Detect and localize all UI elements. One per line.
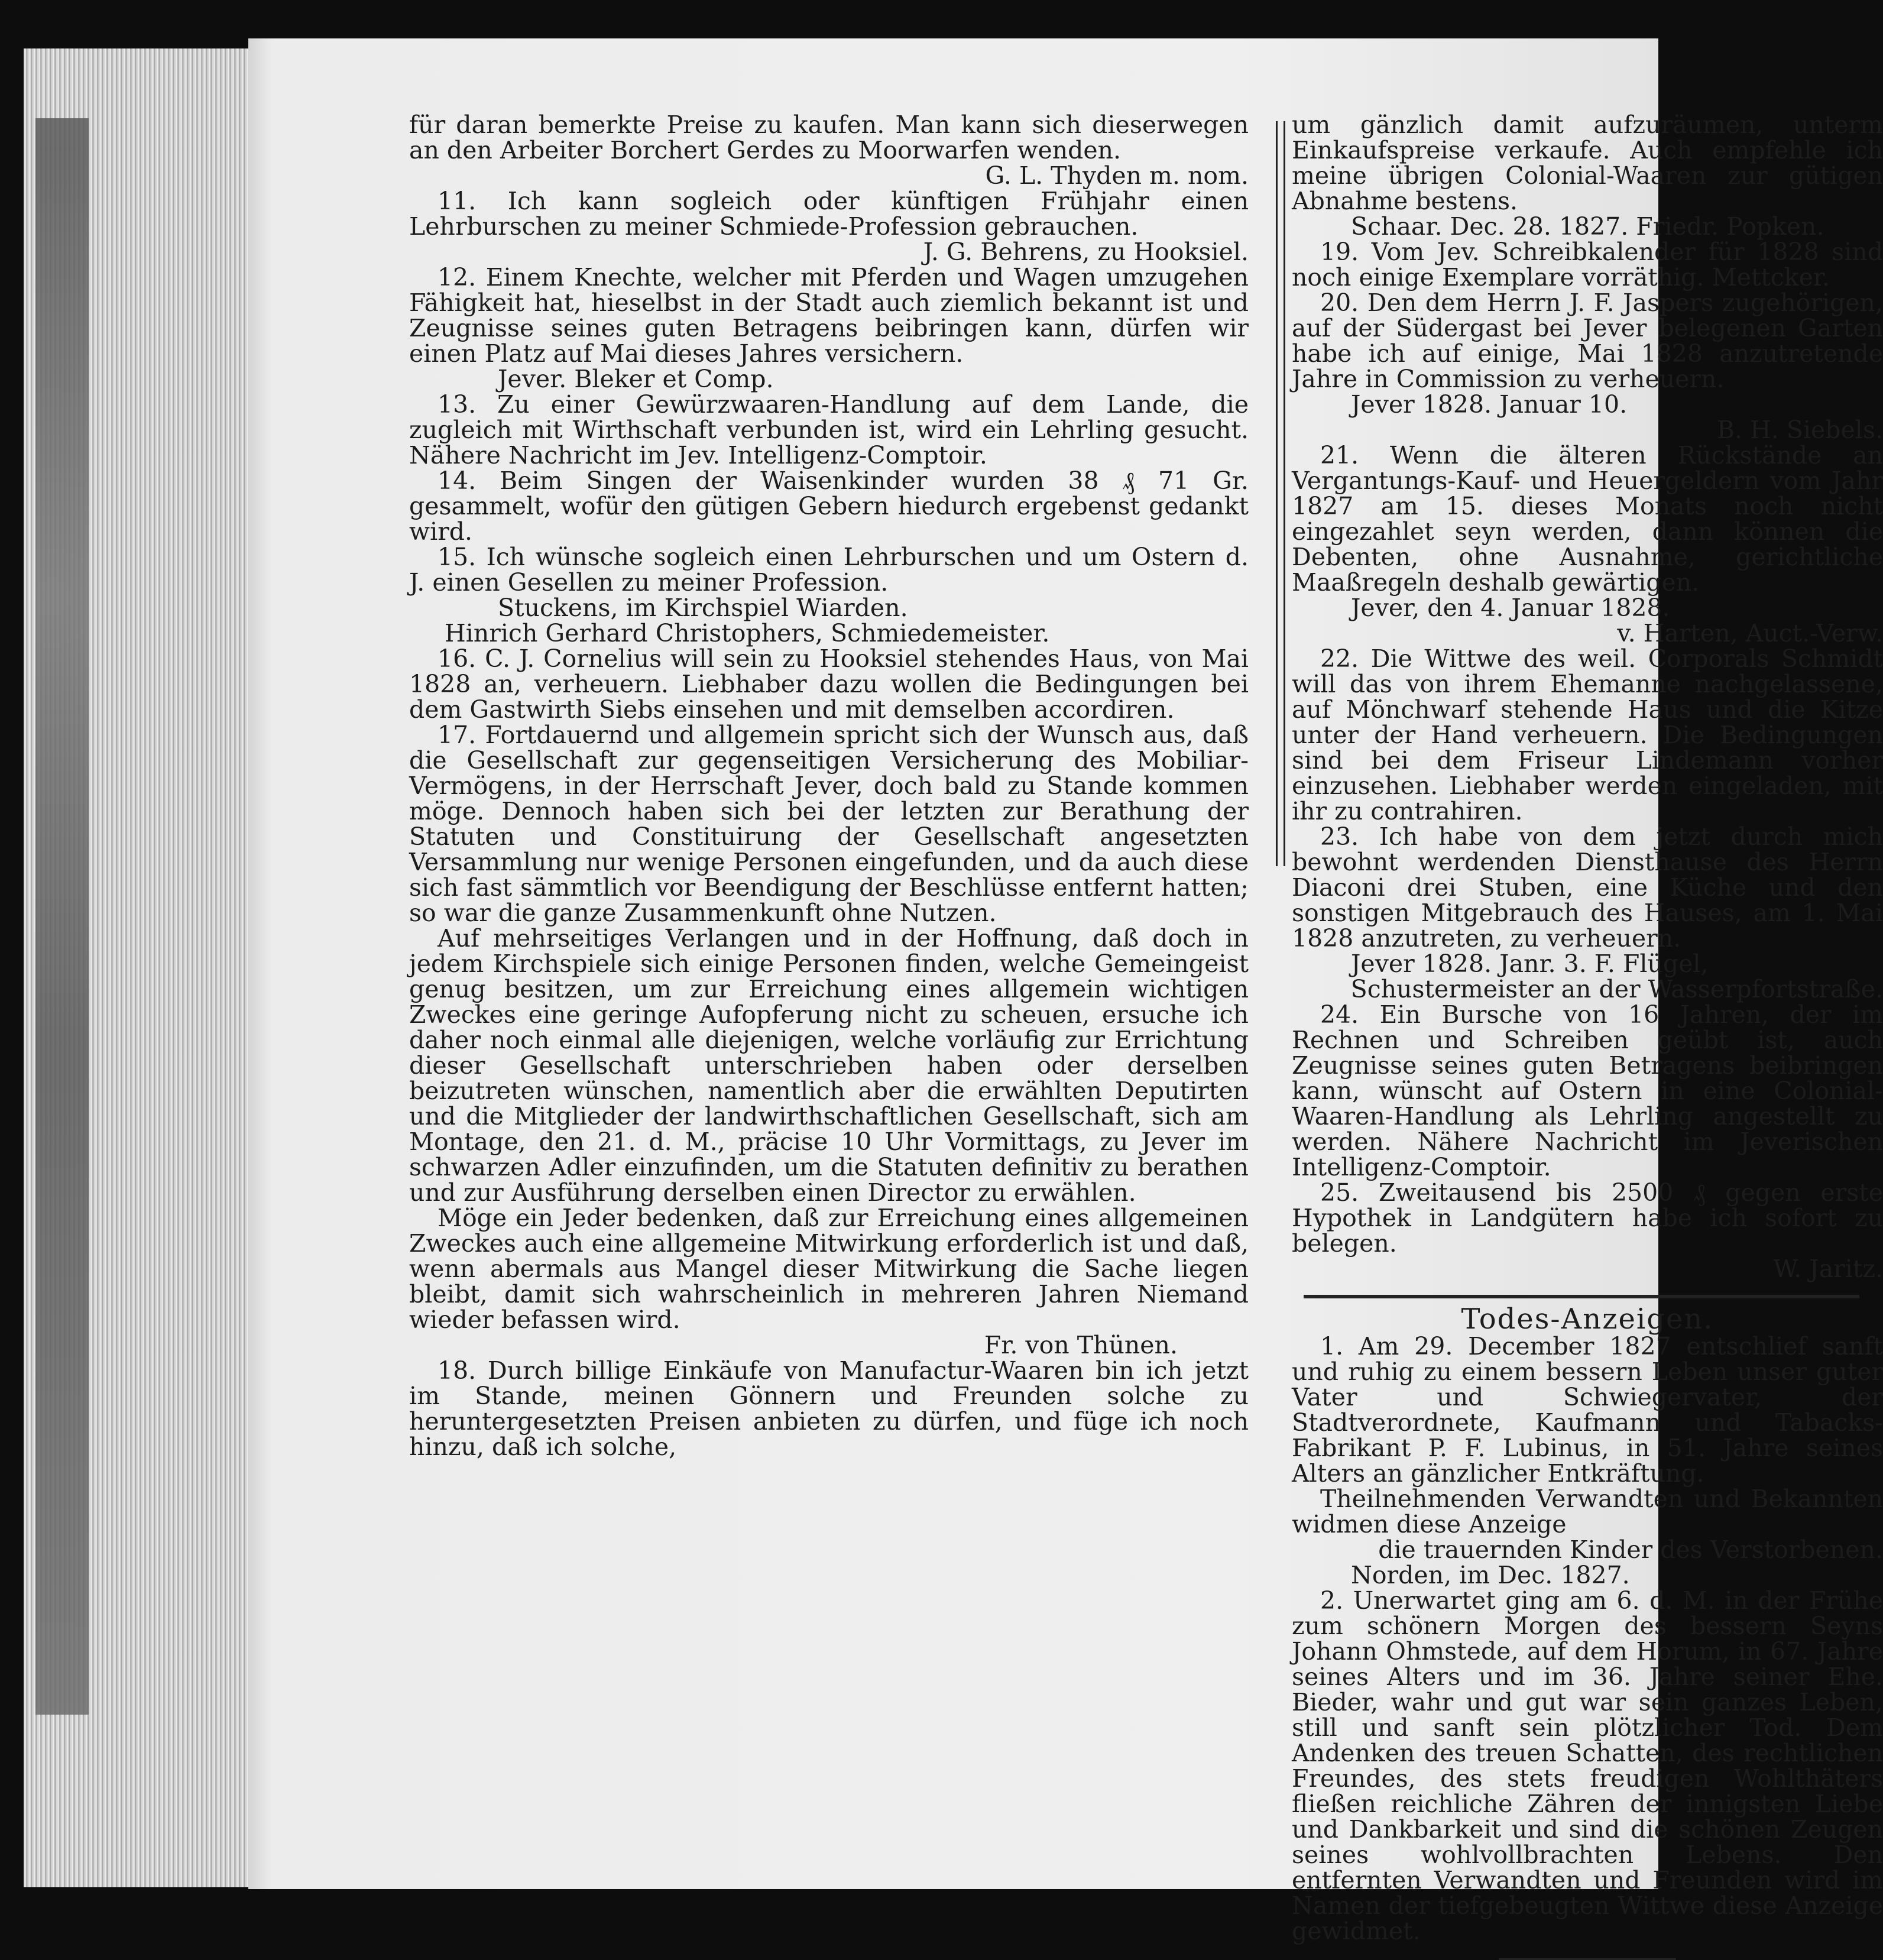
ad-18: 18. Durch billige Einkäufe von Manufactur-Waaren bin ich jetzt im Stande, meinen Gönnern und Freunden solche zu heruntergesetzten Preisen anbieten zu dürfen, und füge ich noch hinzu, daß ich solche, [409, 1356, 1249, 1461]
ad-22: 22. Die Wittwe des weil. Corporals Schmidt will das von ihrem Ehemanne nachgelassene, auf Mönchwarf stehende Haus und die Kitze unter der Hand verheuern. Die Bedingungen sind bei dem Friseur Lindemann vorher einzusehen. Liebhaber werden eingeladen, mit ihr zu contrahiren. [1292, 644, 1883, 825]
ad-21: 21. Wenn die älteren Rückstände an Vergantungs-Kauf- und Heuergeldern vom Jahr 1827 am 15. dieses Monats noch nicht eingezahlet seyn werden, dann können die Debenten, ohne Ausnahme, gerichtliche Maaßregeln deshalb gewärtigen. [1292, 441, 1883, 597]
date-line: Norden, im Dec. 1827. [1351, 1561, 1630, 1589]
continuation-text: für daran bemerkte Preise zu kaufen. Man kann sich dieserwegen an den Arbeiter Borchert Gerdes zu Moorwarfen wenden. [409, 111, 1249, 164]
newspaper-page [248, 38, 1883, 1945]
right-column [1292, 112, 1883, 1960]
ad-23: 23. Ich habe von dem jetzt durch mich bewohnt werdenden Diensthause des Herrn Diaconi drei Stuben, eine Küche und den sonstigen Mitgebrauch des Hauses, am 1. Mai 1828 anzutreten, zu verheuern. [1292, 822, 1883, 953]
death-notice-1: 1. Am 29. December 1827 entschlief sanft und ruhig zu einem bessern Leben unser guter Vater und Schwiegervater, der Stadtverordnete, Kaufmann und Tabacks-Fabrikant P. F. Lubinus, in 51. Jahre seines Alters an gänzlicher Entkräftung. [1292, 1332, 1883, 1488]
ad-25: 25. Zweitausend bis 2500 ₰ gegen erste Hypothek in Landgütern habe ich sofort zu belegen. [1292, 1178, 1883, 1258]
section-heading: Todes-Anzeigen. [1461, 1303, 1714, 1336]
ad-14: 14. Beim Singen der Waisenkinder wurden 38 ₰ 71 Gr. gesammelt, wofür den gütigen Gebern hiedurch ergebenst gedankt wird. [409, 466, 1249, 546]
left-column [409, 112, 1249, 1460]
signature: Stuckens, im Kirchspiel Wiarden. [498, 594, 908, 622]
ad-24: 24. Ein Bursche von 16 Jahren, der im Rechnen und Schreiben geübt ist, auch Zeugnisse seines guten Betragens beibringen kann, wünscht auf Ostern in eine Colonial-Waaren-Handlung als Lehrling angestellt zu werden. Nähere Nachricht im Jeverischen Intelligenz-Comptoir. [1292, 1000, 1883, 1181]
book-cover-edge [35, 118, 89, 1715]
ad-12: 12. Einem Knechte, welcher mit Pferden und Wagen umzugehen Fähigkeit hat, hieselbst in der Stadt auch ziemlich bekannt ist und Zeugnisse seines guten Betragens beibringen kann, dürfen wir einen Platz auf Mai dieses Jahres versichern. [409, 263, 1249, 368]
ad-16: 16. C. J. Cornelius will sein zu Hooksiel stehendes Haus, von Mai 1828 an, verheuern. Liebhaber dazu wollen die Bedingungen bei dem Gastwirth Siebs einsehen und mit demselben accordiren. [409, 644, 1249, 724]
ad-19: 19. Vom Jev. Schreibkalender für 1828 sind noch einige Exemplare vorräthig. Mettcker. [1292, 238, 1883, 291]
ad-15: 15. Ich wünsche sogleich einen Lehrburschen und um Ostern d. J. einen Gesellen zu meiner Profession. [409, 543, 1249, 597]
date-line: Jever 1828. Januar 10. [1351, 390, 1628, 419]
signature: B. H. Siebels. [1716, 416, 1883, 444]
signature: J. G. Behrens, zu Hooksiel. [923, 238, 1249, 266]
signature: v. Harten, Auct.-Verw. [1617, 619, 1883, 647]
ad-17-paragraph: Auf mehrseitiges Verlangen und in der Hoffnung, daß doch in jedem Kirchspiele sich einige Personen finden, welche Gemeingeist genug besitzen, um zur Erreichung eines allgemein wichtigen Zweckes eine geringe Aufopferung nicht zu scheuen, ersuche ich daher noch einmal alle diejenigen, welche vorläufig zur Errichtung dieser Gesellschaft unterschrieben haben oder derselben beizutreten wünschen, namentlich aber die erwählten Deputirten und die Mitglieder der landwirthschaftlichen Gesellschaft, sich am Montage, den 21. d. M., präcise 10 Uhr Vormittags, zu Jever im schwarzen Adler einzufinden, um die Statuten definitiv zu berathen und zur Ausführung derselben einen Director zu erwählen. [409, 924, 1249, 1207]
signature: Jever. Bleker et Comp. [498, 365, 774, 393]
ad-17-paragraph: Möge ein Jeder bedenken, daß zur Erreichung eines allgemeinen Zweckes auch eine allgemeine Mitwirkung erforderlich ist und daß, wenn abermals aus Mangel dieser Mitwirkung die Sache liegen bleibt, damit sich wahrscheinlich in mehreren Jahren Niemand wieder befassen wird. [409, 1204, 1249, 1334]
date-line: Jever 1828. Janr. 3. F. Flügel, [1351, 950, 1709, 978]
death-notice-2: 2. Unerwartet ging am 6. d. M. in der Frühe zum schönern Morgen des bessern Seyns Johann Ohmstede, auf dem Horum, in 67. Jahre seines Alters und im 36. Jahre seiner Ehe. Bieder, wahr und gut war sein ganzes Leben, still und sanft sein plötzlicher Tod. Dem Andenken des treuen Schatten, des rechtlichen Freundes, des stets freudigen Wohlthäters fließen reichliche Zähren der innigsten Liebe und Dankbarkeit und sind die schönen Zeugen seines wohlvollbrachten Lebens. Den entfernten Verwandten und Freunden wird im Namen der tiefgebeugten Wittwe diese Anzeige gewidmet. [1292, 1586, 1883, 1945]
section-rule [1304, 1295, 1859, 1298]
ad-18-continuation: um gänzlich damit aufzuräumen, unterm Einkaufspreise verkaufe. Auch empfehle ich meine übrigen Colonial-Waaren zur gütigen Abnahme bestens. [1292, 111, 1883, 215]
ad-13: 13. Zu einer Gewürzwaaren-Handlung auf dem Lande, die zugleich mit Wirthschaft verbunden ist, wird ein Lehrling gesucht. Nähere Nachricht im Jev. Intelligenz-Comptoir. [409, 390, 1249, 469]
date-line: Jever, den 4. Januar 1828. [1351, 594, 1670, 622]
signature: Schaar. Dec. 28. 1827. Friedr. Popken. [1351, 212, 1824, 241]
signature: G. L. Thyden m. nom. [985, 161, 1249, 190]
signature: die trauernden Kinder des Verstorbenen. [1378, 1535, 1883, 1564]
signature: W. Jaritz. [1773, 1255, 1883, 1283]
column-divider [1276, 121, 1285, 866]
signature: Fr. von Thünen. [984, 1331, 1178, 1359]
signature: Schustermeister an der Wasserpfortstraße. [1350, 975, 1883, 1003]
ad-17: 17. Fortdauernd und allgemein spricht sich der Wunsch aus, daß die Gesellschaft zur gegenseitigen Versicherung des Mobiliar-Vermögens, in der Herrschaft Jever, doch bald zu Stande kommen möge. Dennoch haben sich bei der letzten zur Berathung der Statuten und Constituirung der Gesellschaft angesetzten Versammlung nur wenige Personen eingefunden, und da auch diese sich fast sämmtlich vor Beendigung der Beschlüsse entfernt hatten; so war die ganze Zusammenkunft ohne Nutzen. [409, 721, 1249, 927]
ad-20: 20. Den dem Herrn J. F. Jaspers zugehörigen, auf der Südergast bei Jever belegenen Garten habe ich auf einige, Mai 1828 anzutretende Jahre in Commission zu verheuern. [1292, 289, 1883, 393]
death-notice-1-paragraph: Theilnehmenden Verwandten und Bekannten widmen diese Anzeige [1292, 1485, 1883, 1538]
ad-11: 11. Ich kann sogleich oder künftigen Frühjahr einen Lehrburschen zu meiner Schmiede-Profession gebrauchen. [409, 187, 1249, 241]
signature: Hinrich Gerhard Christophers, Schmiedemeister. [445, 619, 1050, 647]
